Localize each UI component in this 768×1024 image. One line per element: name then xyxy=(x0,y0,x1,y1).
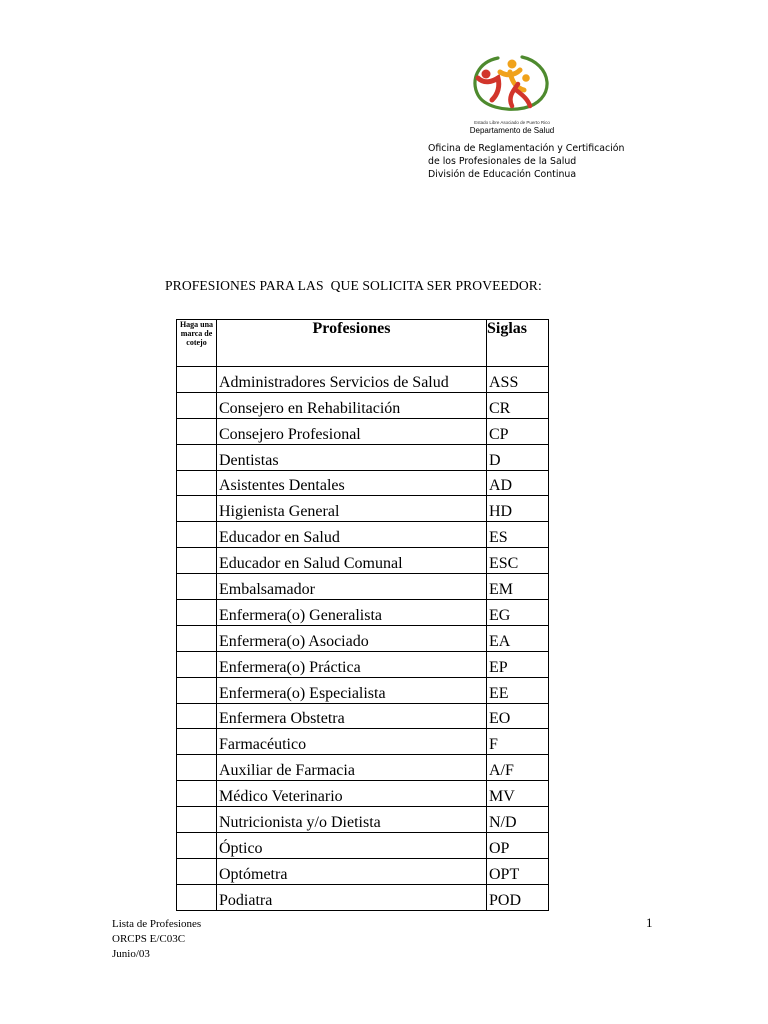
acronym-cell: D xyxy=(487,444,549,470)
agency-department: Departamento de Salud xyxy=(469,126,555,135)
profession-column-header: Profesiones xyxy=(217,320,487,367)
acronym-column-header: Siglas xyxy=(487,320,549,367)
acronym-cell: AD xyxy=(487,470,549,496)
acronym-cell: EP xyxy=(487,651,549,677)
acronym-cell: N/D xyxy=(487,807,549,833)
profession-cell: Médico Veterinario xyxy=(217,781,487,807)
acronym-cell: POD xyxy=(487,884,549,910)
profession-cell: Podiatra xyxy=(217,884,487,910)
office-line: División de Educación Continua xyxy=(428,169,577,180)
check-cell[interactable] xyxy=(177,703,217,729)
table-row xyxy=(177,574,549,600)
profession-cell: Asistentes Dentales xyxy=(217,470,487,496)
footer-line: Junio/03 xyxy=(112,948,150,960)
check-cell[interactable] xyxy=(177,548,217,574)
acronym-cell: CR xyxy=(487,392,549,418)
check-cell[interactable] xyxy=(177,574,217,600)
acronym-cell: EG xyxy=(487,600,549,626)
table-row xyxy=(177,470,549,496)
check-column-header: Haga una marca de cotejo xyxy=(177,320,217,367)
check-cell[interactable] xyxy=(177,884,217,910)
check-cell[interactable] xyxy=(177,755,217,781)
acronym-cell: F xyxy=(487,729,549,755)
acronym-cell: ESC xyxy=(487,548,549,574)
profession-cell: Educador en Salud xyxy=(217,522,487,548)
profession-cell: Educador en Salud Comunal xyxy=(217,548,487,574)
table-row xyxy=(177,367,549,393)
acronym-cell: EM xyxy=(487,574,549,600)
page-number: 1 xyxy=(646,915,653,930)
acronym-cell: ES xyxy=(487,522,549,548)
table-row xyxy=(177,884,549,910)
check-cell[interactable] xyxy=(177,677,217,703)
profession-cell: Higienista General xyxy=(217,496,487,522)
acronym-cell: MV xyxy=(487,781,549,807)
acronym-cell: EA xyxy=(487,625,549,651)
check-cell[interactable] xyxy=(177,729,217,755)
table-row xyxy=(177,858,549,884)
table-row xyxy=(177,600,549,626)
acronym-cell: HD xyxy=(487,496,549,522)
profession-cell: Nutricionista y/o Dietista xyxy=(217,807,487,833)
acronym-cell: OPT xyxy=(487,858,549,884)
acronym-cell: EE xyxy=(487,677,549,703)
check-cell[interactable] xyxy=(177,392,217,418)
table-row xyxy=(177,444,549,470)
profession-cell: Enfermera(o) Generalista xyxy=(217,600,487,626)
departamento-de-salud-logo-icon xyxy=(468,50,550,116)
check-cell[interactable] xyxy=(177,496,217,522)
profession-cell: Enfermera(o) Práctica xyxy=(217,651,487,677)
profession-cell: Enfermera Obstetra xyxy=(217,703,487,729)
table-row xyxy=(177,496,549,522)
profession-cell: Consejero en Rehabilitación xyxy=(217,392,487,418)
table-header-row xyxy=(177,320,549,367)
check-cell[interactable] xyxy=(177,781,217,807)
profession-cell: Auxiliar de Farmacia xyxy=(217,755,487,781)
profession-cell: Enfermera(o) Asociado xyxy=(217,625,487,651)
table-row xyxy=(177,729,549,755)
table-row xyxy=(177,625,549,651)
profession-cell: Embalsamador xyxy=(217,574,487,600)
check-cell[interactable] xyxy=(177,470,217,496)
office-block xyxy=(428,142,624,181)
table-row xyxy=(177,522,549,548)
table-row xyxy=(177,755,549,781)
professions-table xyxy=(176,319,549,911)
check-cell[interactable] xyxy=(177,625,217,651)
footer-line: Lista de Profesiones xyxy=(112,918,202,930)
acronym-cell: OP xyxy=(487,833,549,859)
acronym-cell: CP xyxy=(487,418,549,444)
table-row xyxy=(177,418,549,444)
footer xyxy=(112,917,201,962)
check-cell[interactable] xyxy=(177,833,217,859)
table-row xyxy=(177,807,549,833)
profession-cell: Dentistas xyxy=(217,444,487,470)
table-row xyxy=(177,833,549,859)
acronym-cell: A/F xyxy=(487,755,549,781)
office-line: Oficina de Reglamentación y Certificación xyxy=(428,143,625,154)
profession-cell: Consejero Profesional xyxy=(217,418,487,444)
acronym-cell: EO xyxy=(487,703,549,729)
table-row xyxy=(177,392,549,418)
profession-cell: Optómetra xyxy=(217,858,487,884)
office-line: de los Profesionales de la Salud xyxy=(428,156,577,167)
profession-cell: Farmacéutico xyxy=(217,729,487,755)
table-row xyxy=(177,677,549,703)
table-row xyxy=(177,651,549,677)
check-cell[interactable] xyxy=(177,522,217,548)
check-cell[interactable] xyxy=(177,858,217,884)
table-row xyxy=(177,548,549,574)
profession-cell: Óptico xyxy=(217,833,487,859)
page-title: PROFESIONES PARA LAS QUE SOLICITA SER PROVEEDOR: xyxy=(165,278,542,293)
footer-line: ORCPS E/C03C xyxy=(112,933,186,945)
check-cell[interactable] xyxy=(177,444,217,470)
table-row xyxy=(177,781,549,807)
check-cell[interactable] xyxy=(177,807,217,833)
acronym-cell: ASS xyxy=(487,367,549,393)
check-cell[interactable] xyxy=(177,367,217,393)
check-cell[interactable] xyxy=(177,600,217,626)
check-cell[interactable] xyxy=(177,418,217,444)
agency-small-text: Estado Libre Asociado de Puerto Rico xyxy=(474,120,550,125)
profession-cell: Enfermera(o) Especialista xyxy=(217,677,487,703)
check-cell[interactable] xyxy=(177,651,217,677)
table-row xyxy=(177,703,549,729)
profession-cell: Administradores Servicios de Salud xyxy=(217,367,487,393)
